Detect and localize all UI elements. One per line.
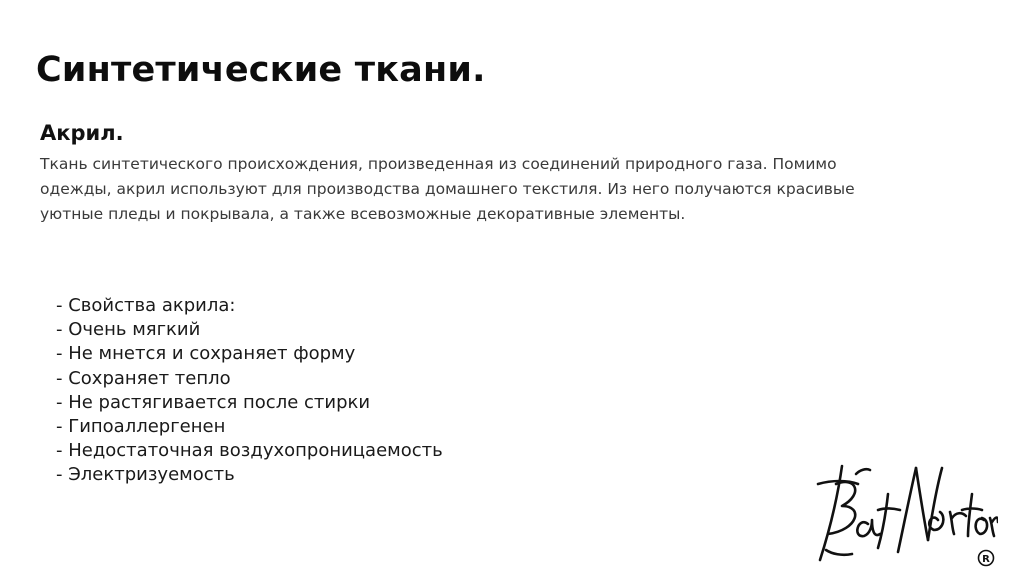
properties-list-heading: - Свойства акрила:: [56, 295, 236, 316]
property-item: - Электризуемость: [56, 464, 235, 486]
property-item: - Недостаточная воздухопроницаемость: [56, 440, 443, 462]
description-line: одежды, акрил используют для производства домашнего текстиля. Из него получаются красивые: [40, 180, 855, 198]
acrylic-description: [40, 152, 940, 227]
property-item: - Очень мягкий: [56, 319, 201, 341]
property-item: - Гипоаллергенен: [56, 416, 226, 438]
property-item: - Не растягивается после стирки: [56, 391, 371, 413]
description-line: Ткань синтетического происхождения, произведенная из соединений природного газа. Помимо: [40, 155, 837, 173]
acrylic-properties-list: [56, 294, 443, 488]
description-line: уютные пледы и покрывала, а также всевозможные декоративные элементы.: [40, 205, 686, 223]
slide-title: Синтетические ткани.: [36, 50, 486, 90]
batnorton-signature-logo: [812, 454, 998, 572]
property-item: - Сохраняет тепло: [56, 367, 231, 389]
property-item: - Не мнется и сохраняет форму: [56, 343, 356, 365]
section-heading-acrylic: Акрил.: [40, 121, 124, 145]
svg-text:R: R: [982, 554, 990, 565]
